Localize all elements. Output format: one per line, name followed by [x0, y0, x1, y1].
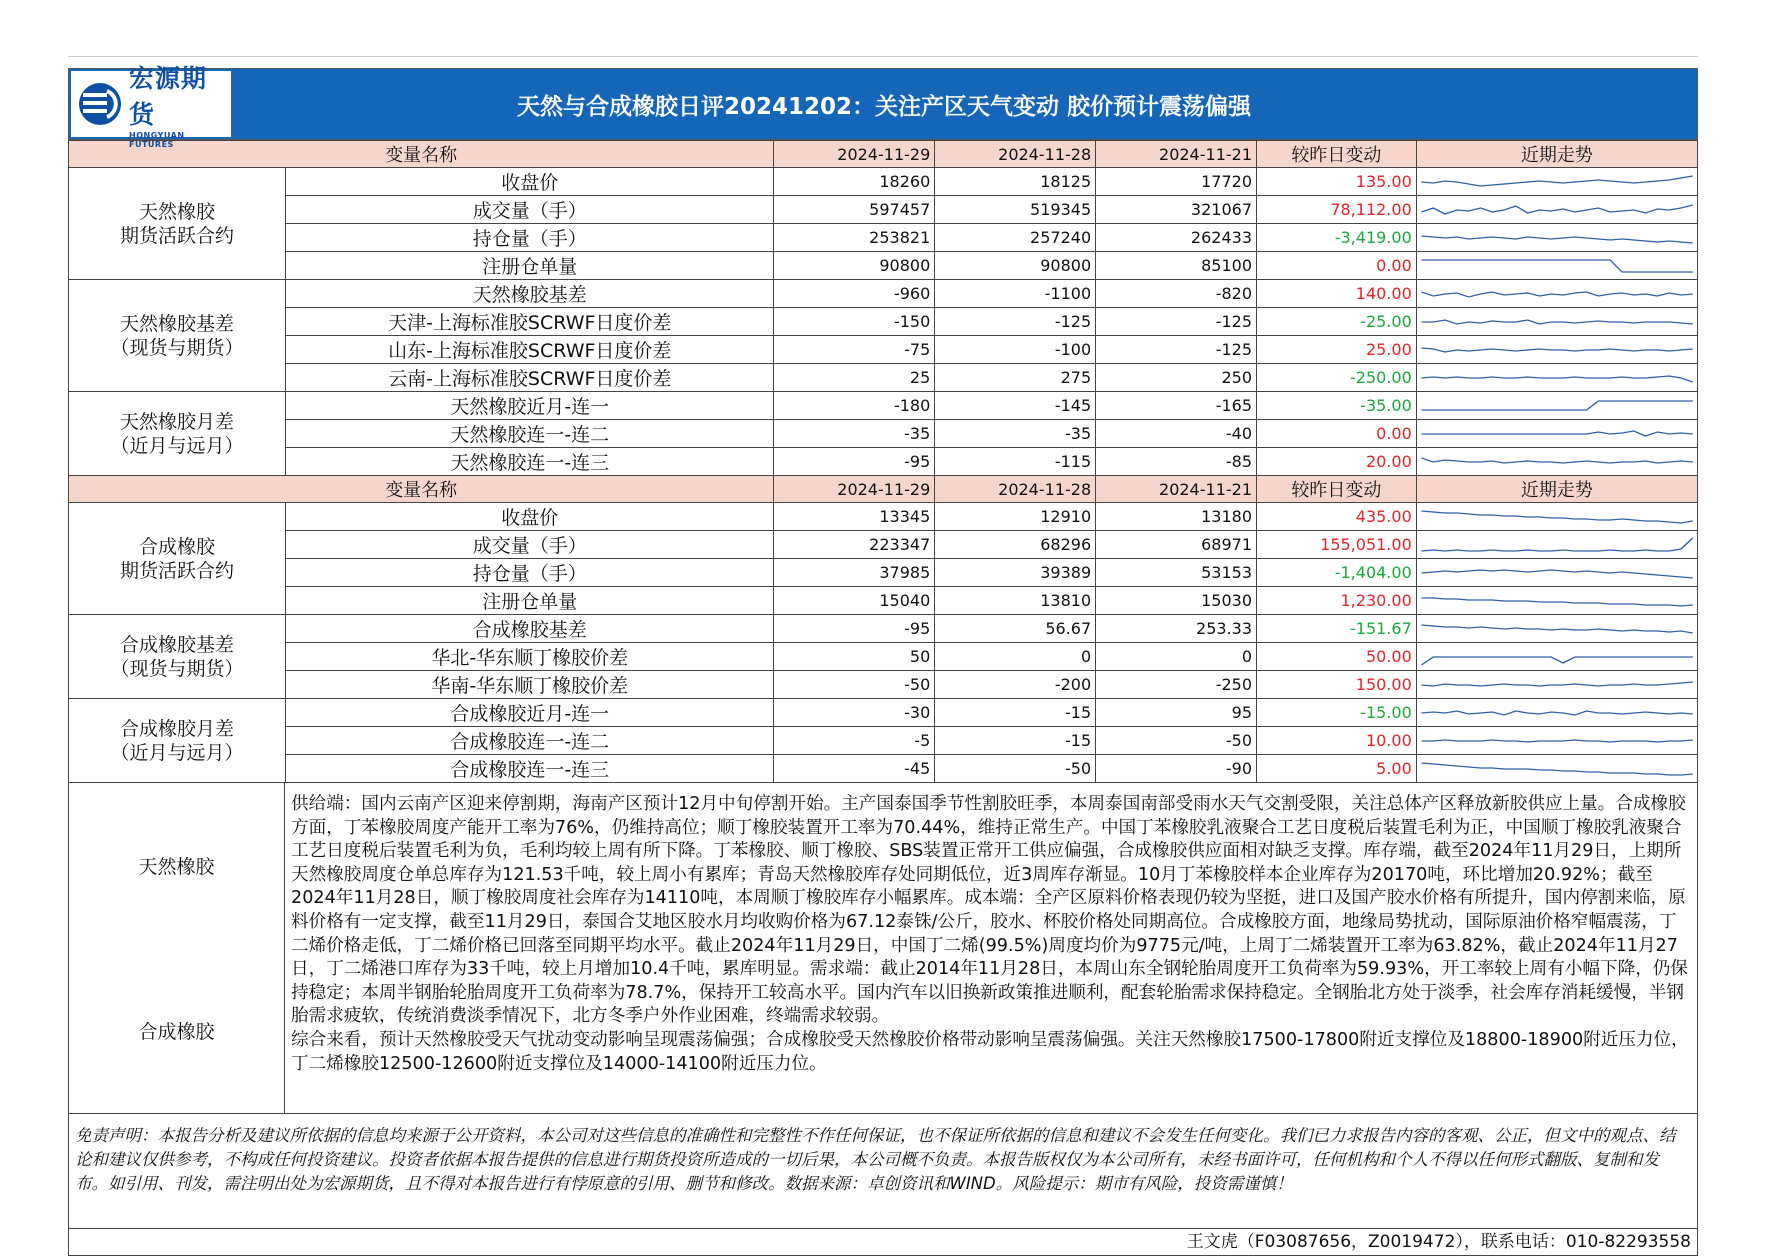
variable-name: 云南-上海标准胶SCRWF日度价差 — [286, 364, 774, 392]
value-d3: 262433 — [1096, 224, 1257, 252]
group-label-line: 天然橡胶基差 — [120, 312, 235, 335]
daily-change: -3,419.00 — [1257, 224, 1417, 252]
group-label — [69, 699, 286, 783]
sparkline-path — [1421, 682, 1692, 686]
commentary-summary: 综合来看，预计天然橡胶受天气扰动变动影响呈现震荡偏强；合成橡胶受天然橡胶价格带动影响呈震荡偏强。关注天然橡胶17500-17800附近支撑位及18800-18900附近压力位，丁二烯橡胶12500-12600附近支撑位及14000-14100附近压力位。 — [291, 1029, 1689, 1074]
variable-name: 注册仓单量 — [286, 587, 774, 615]
table-row — [69, 615, 1698, 643]
top-rule — [68, 56, 1698, 57]
variable-name: 收盘价 — [286, 503, 774, 531]
variable-name: 持仓量（手） — [286, 559, 774, 587]
trend-sparkline — [1416, 196, 1697, 224]
value-d3: -85 — [1096, 448, 1257, 476]
value-d3: 95 — [1096, 699, 1257, 727]
value-d2: 257240 — [935, 224, 1096, 252]
trend-sparkline — [1416, 336, 1697, 364]
col-header-name: 变量名称 — [69, 476, 774, 503]
variable-name: 合成橡胶连一-连二 — [286, 727, 774, 755]
value-d1: -30 — [774, 699, 935, 727]
value-d1: -75 — [774, 336, 935, 364]
sparkline-path — [1421, 740, 1692, 742]
logo-mark-icon — [77, 81, 123, 127]
value-d3: -90 — [1096, 755, 1257, 783]
trend-sparkline — [1416, 671, 1697, 699]
value-d3: 13180 — [1096, 503, 1257, 531]
value-d3: 250 — [1096, 364, 1257, 392]
group-label-line: 合成橡胶月差 — [120, 717, 235, 740]
daily-change: 135.00 — [1257, 168, 1417, 196]
value-d2: 519345 — [935, 196, 1096, 224]
trend-sparkline — [1416, 503, 1697, 531]
variable-name: 合成橡胶近月-连一 — [286, 699, 774, 727]
trend-sparkline — [1416, 420, 1697, 448]
analyst-contact: 王文虎（F03087656，Z0019472），联系电话：010-82293558 — [68, 1229, 1698, 1256]
variable-name: 收盘价 — [286, 168, 774, 196]
group-label — [69, 280, 286, 392]
value-d2: -100 — [935, 336, 1096, 364]
value-d1: 90800 — [774, 252, 935, 280]
group-label-line: 天然橡胶 — [139, 200, 216, 223]
trend-sparkline — [1416, 168, 1697, 196]
sparkline-path — [1421, 320, 1692, 324]
sparkline-path — [1421, 711, 1692, 715]
daily-change: -250.00 — [1257, 364, 1417, 392]
col-header-date: 2024-11-21 — [1096, 141, 1257, 168]
group-label — [69, 392, 286, 476]
value-d2: 90800 — [935, 252, 1096, 280]
sparkline-path — [1421, 260, 1692, 272]
value-d1: 37985 — [774, 559, 935, 587]
col-header-trend: 近期走势 — [1416, 476, 1697, 503]
table-row — [69, 699, 1698, 727]
variable-name: 天津-上海标准胶SCRWF日度价差 — [286, 308, 774, 336]
col-header-date: 2024-11-21 — [1096, 476, 1257, 503]
sparkline-path — [1421, 598, 1692, 606]
value-d2: 13810 — [935, 587, 1096, 615]
value-d2: -125 — [935, 308, 1096, 336]
variable-name: 成交量（手） — [286, 196, 774, 224]
table-row — [69, 559, 1698, 587]
table-row — [69, 308, 1698, 336]
value-d1: 13345 — [774, 503, 935, 531]
column-header-row — [69, 476, 1698, 503]
sparkline-path — [1421, 511, 1692, 523]
table-row — [69, 168, 1698, 196]
variable-name: 天然橡胶近月-连一 — [286, 392, 774, 420]
logo-text-en: HONGYUAN FUTURES — [129, 131, 185, 149]
daily-change: 5.00 — [1257, 755, 1417, 783]
sparkline-path — [1421, 348, 1692, 352]
col-header-date: 2024-11-28 — [935, 476, 1096, 503]
value-d1: 597457 — [774, 196, 935, 224]
daily-change: 435.00 — [1257, 503, 1417, 531]
table-row — [69, 643, 1698, 671]
daily-change: 50.00 — [1257, 643, 1417, 671]
group-label — [69, 615, 286, 699]
commentary-label-natural: 天然橡胶 — [69, 783, 284, 949]
trend-sparkline — [1416, 727, 1697, 755]
table-row — [69, 448, 1698, 476]
table-row — [69, 420, 1698, 448]
value-d1: -35 — [774, 420, 935, 448]
table-row — [69, 727, 1698, 755]
daily-change: 10.00 — [1257, 727, 1417, 755]
trend-sparkline — [1416, 755, 1697, 783]
value-d1: 223347 — [774, 531, 935, 559]
value-d3: 68971 — [1096, 531, 1257, 559]
value-d1: -960 — [774, 280, 935, 308]
table-row — [69, 224, 1698, 252]
value-d1: -95 — [774, 615, 935, 643]
group-label-line: 合成橡胶基差 — [120, 633, 235, 656]
logo-text-cn: 宏源期货 — [129, 64, 208, 129]
table-row — [69, 196, 1698, 224]
sparkline-path — [1421, 657, 1692, 665]
variable-name: 山东-上海标准胶SCRWF日度价差 — [286, 336, 774, 364]
value-d2: -15 — [935, 727, 1096, 755]
daily-change: 1,230.00 — [1257, 587, 1417, 615]
value-d3: 15030 — [1096, 587, 1257, 615]
trend-sparkline — [1416, 531, 1697, 559]
value-d2: 18125 — [935, 168, 1096, 196]
trend-sparkline — [1416, 699, 1697, 727]
group-label-line: 天然橡胶月差 — [120, 410, 235, 433]
daily-change: -1,404.00 — [1257, 559, 1417, 587]
value-d2: -115 — [935, 448, 1096, 476]
trend-sparkline — [1416, 224, 1697, 252]
trend-sparkline — [1416, 587, 1697, 615]
value-d2: 12910 — [935, 503, 1096, 531]
group-label-line: （近月与远月） — [110, 434, 244, 457]
variable-name: 华南-华东顺丁橡胶价差 — [286, 671, 774, 699]
daily-change: -25.00 — [1257, 308, 1417, 336]
trend-sparkline — [1416, 559, 1697, 587]
data-table — [68, 140, 1698, 783]
report-title: 天然与合成橡胶日评20241202：关注产区天气变动 胶价预计震荡偏强 — [516, 93, 1252, 120]
col-header-change: 较昨日变动 — [1257, 476, 1417, 503]
value-d1: -45 — [774, 755, 935, 783]
value-d1: 15040 — [774, 587, 935, 615]
variable-name: 合成橡胶连一-连三 — [286, 755, 774, 783]
table-row — [69, 392, 1698, 420]
value-d3: -820 — [1096, 280, 1257, 308]
value-d1: -95 — [774, 448, 935, 476]
variable-name: 合成橡胶基差 — [286, 615, 774, 643]
trend-sparkline — [1416, 308, 1697, 336]
daily-change: 155,051.00 — [1257, 531, 1417, 559]
value-d3: 17720 — [1096, 168, 1257, 196]
daily-change: -35.00 — [1257, 392, 1417, 420]
commentary-text: 供给端：国内云南产区迎来停割期，海南产区预计12月中旬停割开始。主产国泰国季节性割胶旺季，本周泰国南部受雨水天气交割受限，关注总体产区释放新胶供应上量。合成橡胶方面，丁苯橡胶周度产能开工率为76%，仍维持高位；顺丁橡胶装置开工率为70.44%，维持正常生产。中国丁苯橡胶乳液聚合工艺日度税后装置毛利为正，中国顺丁橡胶乳液聚合工艺日度税后装置毛利为负，毛利均较上周有所下降。丁苯橡胶、顺丁橡胶、SBS装置正常开工供应偏强，合成橡胶供应面相对缺乏支撑。库存端，截至2024年11月29日，上期所天然橡胶周度仓单总库存为121.53千吨，较上周小有累库；青岛天然橡胶库存处同期低位，近3周库存渐显。10月丁苯橡胶样本企业库存为20170吨，环比增加20.92%；截至2024年11月28日，顺丁橡胶周度社会库存为14110吨，本周顺丁橡胶库存小幅累库。成本端：全产区原料价格表现仍较为坚挺，进口及国产胶水价格有所提升，国内停割来临，原料价格有一定支撑，截至11月29日，泰国合艾地区胶水月均收购价格为67.12泰铢/公斤，胶水、杯胶价格处同期高位。合成橡胶方面，地缘局势扰动，国际原油价格窄幅震荡，丁二烯价格走低，丁二烯价格已回落至同期平均水平。截止2024年11月29日，中国丁二烯(99.5%)周度均价为9775元/吨，上周丁二烯装置开工率为63.82%，截止2024年11月27日，丁二烯港口库存为33千吨，较上月增加10.4千吨，累库明显。需求端：截止2014年11月28日，本周山东全钢轮胎周度开工负荷率为59.93%，开工率较上周有小幅下降，仍保持稳定；本周半钢胎轮胎周度开工负荷率为78.7%，保持开工较高水平。国内汽车以旧换新政策推进顺利，配套轮胎需求保持稳定。全钢胎北方处于淡季，社会库存消耗缓慢，半钢胎需求疲软，传统消费淡季情况下，北方冬季户外作业困难，终端需求较弱。 — [291, 794, 1688, 1027]
daily-change: 150.00 — [1257, 671, 1417, 699]
value-d2: 275 — [935, 364, 1096, 392]
value-d2: 0 — [935, 643, 1096, 671]
sparkline-path — [1421, 625, 1692, 633]
value-d3: -40 — [1096, 420, 1257, 448]
table-row — [69, 587, 1698, 615]
value-d1: 18260 — [774, 168, 935, 196]
value-d1: 25 — [774, 364, 935, 392]
report-header — [68, 64, 1698, 149]
group-label-line: 合成橡胶 — [139, 535, 216, 558]
sparkline-path — [1421, 401, 1692, 410]
value-d3: 321067 — [1096, 196, 1257, 224]
table-row — [69, 336, 1698, 364]
value-d3: -250 — [1096, 671, 1257, 699]
commentary-section — [68, 783, 1698, 1114]
value-d1: -5 — [774, 727, 935, 755]
value-d1: 50 — [774, 643, 935, 671]
table-row — [69, 531, 1698, 559]
trend-sparkline — [1416, 643, 1697, 671]
table-row — [69, 364, 1698, 392]
col-header-trend: 近期走势 — [1416, 141, 1697, 168]
col-header-change: 较昨日变动 — [1257, 141, 1417, 168]
value-d2: -145 — [935, 392, 1096, 420]
table-row — [69, 280, 1698, 308]
value-d3: -125 — [1096, 308, 1257, 336]
col-header-date: 2024-11-29 — [774, 476, 935, 503]
sparkline-path — [1421, 205, 1692, 214]
daily-change: -151.67 — [1257, 615, 1417, 643]
variable-name: 注册仓单量 — [286, 252, 774, 280]
daily-change: -15.00 — [1257, 699, 1417, 727]
value-d2: 39389 — [935, 559, 1096, 587]
daily-change: 25.00 — [1257, 336, 1417, 364]
sparkline-path — [1421, 538, 1692, 551]
value-d3: 253.33 — [1096, 615, 1257, 643]
value-d3: -125 — [1096, 336, 1257, 364]
value-d3: 53153 — [1096, 559, 1257, 587]
value-d2: -50 — [935, 755, 1096, 783]
sparkline-path — [1421, 376, 1692, 382]
daily-change: 78,112.00 — [1257, 196, 1417, 224]
group-label — [69, 503, 286, 615]
sparkline-path — [1421, 431, 1692, 436]
trend-sparkline — [1416, 392, 1697, 420]
value-d1: 253821 — [774, 224, 935, 252]
sparkline-path — [1421, 570, 1692, 578]
table-row — [69, 503, 1698, 531]
value-d3: -50 — [1096, 727, 1257, 755]
value-d3: 85100 — [1096, 252, 1257, 280]
column-header-row — [69, 141, 1698, 168]
group-label — [69, 168, 286, 280]
trend-sparkline — [1416, 252, 1697, 280]
value-d2: -35 — [935, 420, 1096, 448]
group-label-line: （现货与期货） — [110, 657, 244, 680]
col-header-date: 2024-11-29 — [774, 141, 935, 168]
daily-change: 0.00 — [1257, 420, 1417, 448]
variable-name: 华北-华东顺丁橡胶价差 — [286, 643, 774, 671]
value-d2: -200 — [935, 671, 1096, 699]
sparkline-path — [1421, 763, 1692, 775]
company-logo — [71, 64, 231, 149]
table-row — [69, 671, 1698, 699]
value-d2: 56.67 — [935, 615, 1096, 643]
disclaimer: 免责声明：本报告分析及建议所依据的信息均来源于公开资料，本公司对这些信息的准确性和完整性不作任何保证，也不保证所依据的信息和建议不会发生任何变化。我们已力求报告内容的客观、公正，但文中的观点、结论和建议仅供参考，不构成任何投资建议。投资者依据本报告提供的信息进行期货投资所造成的一切后果，本公司概不负责。本报告版权仅为本公司所有，未经书面许可，任何机构和个人不得以任何形式翻版、复制和发布。如引用、刊发，需注明出处为宏源期货，且不得对本报告进行有悖原意的引用、删节和修改。数据来源：卓创资讯和WIND。风险提示：期市有风险，投资需谨慎！ — [68, 1114, 1698, 1229]
variable-name: 天然橡胶基差 — [286, 280, 774, 308]
value-d1: -50 — [774, 671, 935, 699]
value-d2: 68296 — [935, 531, 1096, 559]
group-label-line: （现货与期货） — [110, 336, 244, 359]
report-sheet — [68, 64, 1698, 1256]
daily-change: 0.00 — [1257, 252, 1417, 280]
trend-sparkline — [1416, 364, 1697, 392]
variable-name: 天然橡胶连一-连二 — [286, 420, 774, 448]
value-d2: -1100 — [935, 280, 1096, 308]
daily-change: 20.00 — [1257, 448, 1417, 476]
daily-change: 140.00 — [1257, 280, 1417, 308]
trend-sparkline — [1416, 280, 1697, 308]
variable-name: 持仓量（手） — [286, 224, 774, 252]
trend-sparkline — [1416, 615, 1697, 643]
table-row — [69, 755, 1698, 783]
sparkline-path — [1421, 292, 1692, 297]
value-d1: -180 — [774, 392, 935, 420]
table-row — [69, 252, 1698, 280]
commentary-label-synthetic: 合成橡胶 — [138, 1021, 215, 1044]
sparkline-path — [1421, 176, 1692, 186]
value-d3: -165 — [1096, 392, 1257, 420]
value-d3: 0 — [1096, 643, 1257, 671]
trend-sparkline — [1416, 448, 1697, 476]
col-header-name: 变量名称 — [69, 141, 774, 168]
value-d2: -15 — [935, 699, 1096, 727]
sparkline-path — [1421, 236, 1692, 243]
sparkline-path — [1421, 458, 1692, 463]
col-header-date: 2024-11-28 — [935, 141, 1096, 168]
group-label-line: （近月与远月） — [110, 741, 244, 764]
value-d1: -150 — [774, 308, 935, 336]
variable-name: 天然橡胶连一-连三 — [286, 448, 774, 476]
group-label-line: 期货活跃合约 — [120, 224, 235, 247]
variable-name: 成交量（手） — [286, 531, 774, 559]
group-label-line: 期货活跃合约 — [120, 559, 235, 582]
